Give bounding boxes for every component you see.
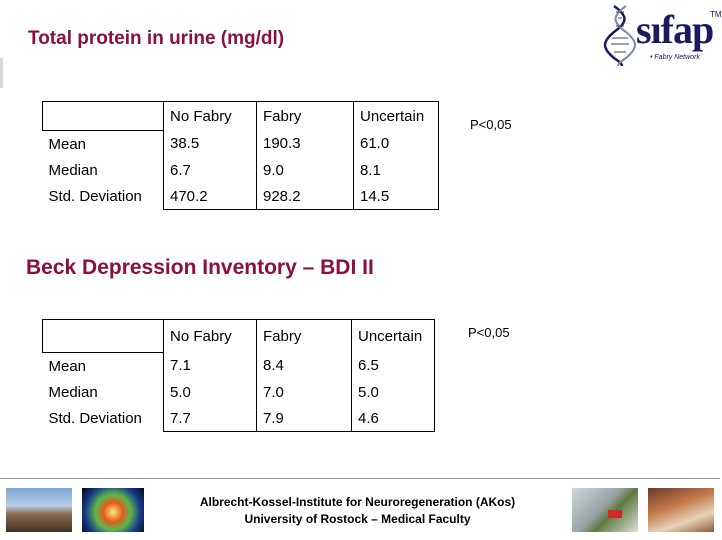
table-header-row — [43, 102, 439, 131]
row-label: Mean — [48, 135, 87, 153]
header-cell: No Fabry — [164, 320, 257, 353]
table-cell: 470.2 — [164, 183, 257, 210]
table-row — [43, 157, 439, 183]
table-row — [43, 353, 435, 380]
p-value-label: P<0,05 — [470, 117, 512, 132]
footer-text — [160, 494, 555, 528]
table-cell: 14.5 — [354, 183, 439, 210]
row-label: Mean — [48, 357, 87, 375]
header-cell: Fabry — [257, 320, 352, 353]
table-cell: 4.6 — [352, 405, 435, 432]
protein-table — [42, 101, 439, 210]
table-cell: 7.7 — [164, 405, 257, 432]
logo-trademark: TM — [710, 10, 722, 19]
table-cell: 61.0 — [354, 131, 439, 158]
table-row — [43, 379, 435, 405]
table-header-row — [43, 320, 435, 353]
table-cell: 8.4 — [257, 353, 352, 380]
table-row — [43, 405, 435, 432]
footer-photo-researcher — [648, 488, 714, 532]
table-cell: 5.0 — [352, 379, 435, 405]
logo-wordmark: sıfap — [636, 7, 714, 52]
footer-divider — [0, 478, 720, 479]
table-cell: 7.0 — [257, 379, 352, 405]
row-label: Median — [48, 161, 98, 179]
table-cell: 8.1 — [354, 157, 439, 183]
footer-photo-lab — [572, 488, 638, 532]
table-row — [43, 131, 439, 158]
dna-helix-icon — [606, 4, 634, 66]
footer-university: University of Rostock – Medical Faculty — [244, 512, 471, 526]
logo-subtitle: • Fabry Network — [650, 54, 700, 61]
footer-photo-neuron — [82, 488, 144, 532]
header-empty-cell — [43, 320, 164, 353]
table-cell: 190.3 — [257, 131, 354, 158]
header-cell: Uncertain — [352, 320, 435, 353]
left-accent-bar — [0, 58, 3, 88]
header-cell: Uncertain — [354, 102, 439, 131]
table-cell: 5.0 — [164, 379, 257, 405]
table-cell: 9.0 — [257, 157, 354, 183]
table-cell: 928.2 — [257, 183, 354, 210]
table-cell: 6.7 — [164, 157, 257, 183]
footer-photo-building — [6, 488, 72, 532]
row-label: Median — [48, 383, 98, 401]
sifap-logo — [606, 4, 722, 66]
table-cell: 7.1 — [164, 353, 257, 380]
table-row — [43, 183, 439, 210]
table-cell: 6.5 — [352, 353, 435, 380]
bdi-table — [42, 319, 435, 432]
footer-institute: Albrecht-Kossel-Institute for Neuroregeneration (AKos) — [199, 495, 516, 509]
table-cell: 7.9 — [257, 405, 352, 432]
p-value-label: P<0,05 — [468, 325, 510, 340]
row-label: Std. Deviation — [48, 187, 142, 205]
table-cell: 38.5 — [164, 131, 257, 158]
row-label: Std. Deviation — [48, 409, 142, 427]
bdi-title: Beck Depression Inventory – BDI II — [26, 256, 374, 279]
header-cell: Fabry — [257, 102, 354, 131]
header-empty-cell — [43, 102, 164, 131]
header-cell: No Fabry — [164, 102, 257, 131]
protein-title: Total protein in urine (mg/dl) — [28, 28, 285, 49]
